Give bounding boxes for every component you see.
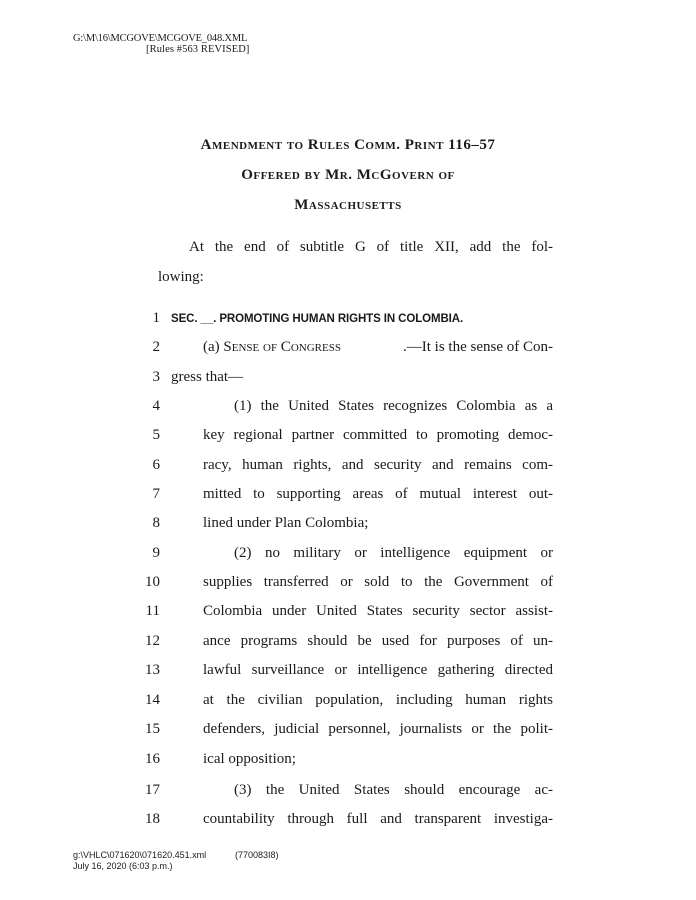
line-number: 5 xyxy=(152,427,160,443)
line-text: countability through full and transparent investiga- xyxy=(203,811,553,827)
line-number: 6 xyxy=(152,457,160,473)
line-number: 13 xyxy=(145,662,160,678)
numbered-line xyxy=(0,304,696,333)
line-text: (3) the United States should encourage ac- xyxy=(234,782,553,798)
numbered-line xyxy=(0,715,696,744)
line-text: ical opposition; xyxy=(203,751,296,767)
line-text: ance programs should be used for purposes of un- xyxy=(203,633,553,649)
header-file-path: G:\M\16\MCGOVE\MCGOVE_048.XML xyxy=(73,33,248,44)
line-text: mitted to supporting areas of mutual interest out- xyxy=(203,486,553,502)
line-number: 1 xyxy=(152,310,160,326)
numbered-line xyxy=(0,805,696,834)
intro-paragraph xyxy=(158,232,553,292)
line-text: (1) the United States recognizes Colombia as a xyxy=(234,398,553,414)
line-number: 8 xyxy=(152,515,160,531)
numbered-line xyxy=(0,745,696,774)
line-text: key regional partner committed to promoting democ- xyxy=(203,427,553,443)
footer-timestamp: July 16, 2020 (6:03 p.m.) xyxy=(73,860,173,871)
numbered-line xyxy=(0,509,696,538)
intro-line-2: lowing: xyxy=(158,269,204,285)
line-number: 10 xyxy=(145,574,160,590)
intro-line-1: At the end of subtitle G of title XII, add the fol- xyxy=(189,239,553,255)
line-text: (2) no military or intelligence equipment or xyxy=(234,545,553,561)
numbered-line xyxy=(0,451,696,480)
numbered-line xyxy=(0,480,696,509)
line-text: racy, human rights, and security and remains com- xyxy=(203,457,553,473)
line-number: 7 xyxy=(152,486,160,502)
numbered-line xyxy=(0,539,696,568)
line-number: 2 xyxy=(152,339,160,355)
line-number: 4 xyxy=(152,398,160,414)
line-number: 3 xyxy=(152,369,160,385)
header-rules-tag: [Rules #563 REVISED] xyxy=(146,44,250,55)
line-number: 18 xyxy=(145,811,160,827)
line-number: 14 xyxy=(145,692,160,708)
numbered-line xyxy=(0,776,696,805)
section-heading: SEC. __. PROMOTING HUMAN RIGHTS IN COLOMBIA. xyxy=(171,313,464,325)
line-number: 11 xyxy=(145,603,160,619)
footer-file-path: g:\VHLC\071620\071620.451.xml xyxy=(73,850,207,860)
subsection-label: (a) Sense of Congress xyxy=(203,339,341,355)
line-text: lined under Plan Colombia; xyxy=(203,515,369,531)
line-text: defenders, judicial personnel, journalists or the polit- xyxy=(203,721,553,737)
footer-document-code: (770083I8) xyxy=(235,850,279,860)
numbered-line xyxy=(0,333,696,362)
numbered-line xyxy=(0,421,696,450)
amendment-title-line-3: Massachusetts xyxy=(294,197,402,213)
numbered-line xyxy=(0,597,696,626)
numbered-line xyxy=(0,656,696,685)
line-number: 15 xyxy=(145,721,160,737)
line-text-rest: .—It is the sense of Con- xyxy=(403,339,553,355)
line-text: at the civilian population, including human rights xyxy=(203,692,553,708)
page-footer xyxy=(73,850,279,871)
numbered-line xyxy=(0,568,696,597)
numbered-line xyxy=(0,627,696,656)
sense-of-congress-heading: Sense of Congress xyxy=(223,339,341,355)
line-text: supplies transferred or sold to the Government of xyxy=(203,574,553,590)
line-text xyxy=(203,333,553,362)
line-text: Colombia under United States security sector assist- xyxy=(203,603,553,619)
line-number: 16 xyxy=(145,751,160,767)
amendment-title-line-2: Offered by Mr. McGovern of xyxy=(241,167,455,183)
line-number: 12 xyxy=(145,633,160,649)
numbered-line xyxy=(0,363,696,392)
line-text: lawful surveillance or intelligence gathering directed xyxy=(203,662,553,678)
line-number: 17 xyxy=(145,782,160,798)
numbered-line xyxy=(0,686,696,715)
numbered-line xyxy=(0,392,696,421)
line-text: gress that— xyxy=(171,369,244,385)
line-number: 9 xyxy=(152,545,160,561)
amendment-title-line-1: Amendment to Rules Comm. Print 116–57 xyxy=(200,137,496,153)
